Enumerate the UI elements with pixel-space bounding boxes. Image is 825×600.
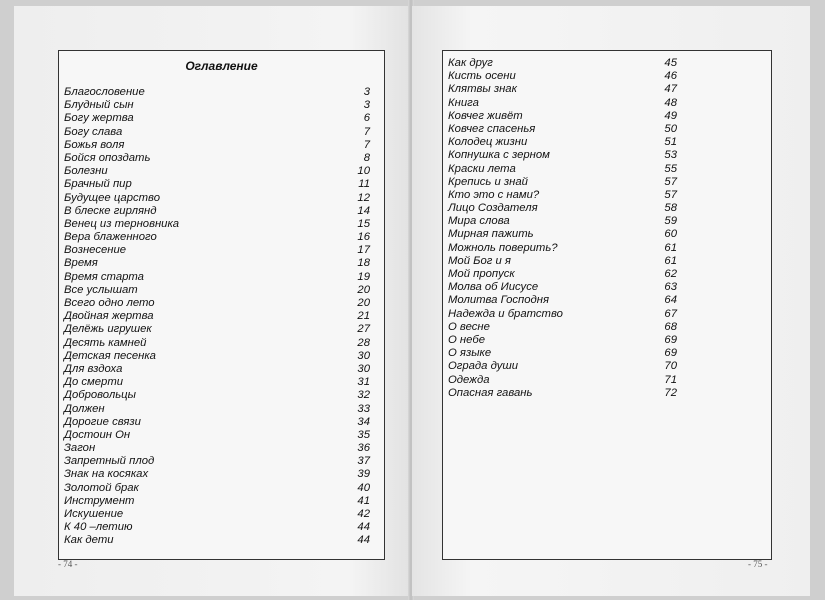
toc-entry-page: 20 xyxy=(357,283,370,296)
toc-entry xyxy=(443,242,771,255)
toc-entry xyxy=(443,387,771,400)
toc-entry-title: Время старта xyxy=(64,270,144,283)
toc-entry xyxy=(59,376,384,389)
right-page xyxy=(412,6,810,596)
toc-entry-title: Детская песенка xyxy=(64,349,156,362)
toc-entry xyxy=(443,70,771,83)
toc-entry xyxy=(443,215,771,228)
toc-entry-page: 37 xyxy=(357,455,370,468)
toc-entry-title: Брачный пир xyxy=(64,178,132,191)
toc-entry-page: 21 xyxy=(357,310,370,323)
toc-entry xyxy=(443,347,771,360)
toc-entry-title: Будущее царство xyxy=(64,191,160,204)
left-page xyxy=(14,6,410,596)
toc-entry-page: 17 xyxy=(357,244,370,257)
toc-entry xyxy=(59,403,384,416)
toc-entry xyxy=(443,202,771,215)
toc-entry-title: О небе xyxy=(448,333,486,346)
toc-entry-page: 31 xyxy=(357,376,370,389)
toc-entry-title: Мой пропуск xyxy=(448,268,515,280)
toc-entry xyxy=(443,294,771,307)
left-toc-frame xyxy=(58,50,385,560)
toc-entry xyxy=(59,126,384,139)
toc-entry-page: 42 xyxy=(357,508,370,520)
toc-entry xyxy=(443,281,771,294)
toc-entry-title: Венец из терновника xyxy=(64,217,180,230)
toc-entry xyxy=(59,534,384,547)
toc-entry-page: 33 xyxy=(357,402,370,415)
toc-entry-title: Ограда души xyxy=(448,360,519,373)
toc-entry-page: 58 xyxy=(664,202,677,215)
toc-entry xyxy=(59,455,384,468)
toc-entry xyxy=(59,323,384,336)
toc-title: Оглавление xyxy=(185,59,258,73)
toc-entry xyxy=(443,110,771,123)
toc-entry-title: Все услышат xyxy=(64,283,138,296)
toc-entry xyxy=(59,86,384,99)
toc-entry-title: Молитва Господня xyxy=(448,294,550,307)
toc-entry-page: 59 xyxy=(664,215,677,228)
toc-entry-title: Дорогие связи xyxy=(64,415,141,428)
toc-entry-title: Знак на косяках xyxy=(64,468,149,481)
toc-entry xyxy=(59,482,384,495)
toc-entry xyxy=(59,218,384,231)
right-toc-frame xyxy=(442,50,772,560)
toc-entry-title: Должен xyxy=(64,402,105,415)
toc-entry-title: Загон xyxy=(64,442,96,455)
toc-entry-title: Как дети xyxy=(64,534,114,547)
toc-entry xyxy=(443,57,771,70)
toc-entry-title: Десять камней xyxy=(64,336,147,349)
toc-entry-page: 3 xyxy=(363,86,370,98)
toc-entry xyxy=(59,152,384,165)
toc-entry-page: 60 xyxy=(664,228,677,241)
toc-entry-page: 64 xyxy=(664,294,677,307)
toc-entry-page: 27 xyxy=(357,323,370,336)
toc-entry xyxy=(59,429,384,442)
toc-entry-title: Ковчег живёт xyxy=(448,109,523,122)
toc-entry xyxy=(59,205,384,218)
toc-entry-page: 49 xyxy=(664,109,677,122)
toc-entry-title: До смерти xyxy=(64,376,124,389)
left-toc-list xyxy=(59,86,384,548)
toc-entry-page: 57 xyxy=(664,175,677,188)
toc-entry-page: 68 xyxy=(664,320,677,333)
toc-entry xyxy=(59,271,384,284)
toc-entry-title: Как друг xyxy=(448,57,493,69)
toc-entry xyxy=(443,149,771,162)
toc-entry-title: О языке xyxy=(448,347,492,360)
toc-entry xyxy=(59,495,384,508)
toc-entry-page: 61 xyxy=(664,254,677,267)
toc-entry-page: 44 xyxy=(357,521,370,534)
toc-entry-page: 47 xyxy=(664,83,677,96)
toc-entry xyxy=(443,334,771,347)
toc-entry-page: 34 xyxy=(357,415,370,428)
toc-entry-title: Добровольцы xyxy=(64,389,136,402)
toc-entry-page: 41 xyxy=(357,494,370,507)
toc-entry-page: 40 xyxy=(357,481,370,494)
toc-entry-title: Краски лета xyxy=(448,162,516,175)
toc-entry xyxy=(59,99,384,112)
toc-entry xyxy=(59,350,384,363)
toc-entry xyxy=(59,257,384,270)
toc-entry-page: 18 xyxy=(357,257,370,270)
toc-entry xyxy=(443,123,771,136)
toc-entry xyxy=(59,389,384,402)
toc-entry xyxy=(59,297,384,310)
toc-entry-title: Ковчег спасенья xyxy=(448,122,536,135)
toc-entry xyxy=(59,337,384,350)
toc-entry-title: Время xyxy=(64,257,98,270)
toc-entry-title: Кисть осени xyxy=(448,70,516,83)
toc-entry-title: Для вздоха xyxy=(64,362,123,375)
toc-entry-title: Мой Бог и я xyxy=(448,254,511,267)
toc-entry-title: Мира слова xyxy=(448,215,510,228)
toc-entry xyxy=(443,189,771,202)
toc-entry-title: Крепись и знай xyxy=(448,175,528,188)
toc-entry xyxy=(443,321,771,334)
toc-entry xyxy=(59,310,384,323)
toc-entry xyxy=(443,97,771,110)
toc-entry xyxy=(59,508,384,521)
toc-entry-page: 71 xyxy=(664,373,677,386)
toc-entry xyxy=(59,178,384,191)
toc-entry-title: Благословение xyxy=(64,86,145,98)
right-toc-list xyxy=(443,57,771,400)
toc-entry-title: Богу слава xyxy=(64,125,123,138)
toc-entry-page: 8 xyxy=(363,151,370,164)
toc-entry-title: Золотой брак xyxy=(64,481,139,494)
toc-entry-page: 69 xyxy=(664,333,677,346)
toc-entry-title: Кто это с нами? xyxy=(448,188,540,201)
toc-entry-title: Колодец жизни xyxy=(448,136,528,149)
toc-entry-title: Двойная жертва xyxy=(64,310,154,323)
toc-entry xyxy=(59,112,384,125)
toc-entry-page: 51 xyxy=(664,136,677,149)
toc-entry-page: 12 xyxy=(357,191,370,204)
toc-entry-title: Инструмент xyxy=(64,494,135,507)
toc-entry-title: Можноль поверить? xyxy=(448,241,558,254)
toc-entry xyxy=(59,192,384,205)
toc-entry-page: 48 xyxy=(664,96,677,109)
toc-entry xyxy=(59,165,384,178)
toc-entry-title: Божья воля xyxy=(64,138,125,151)
toc-entry-title: Копнушка с зерном xyxy=(448,149,550,162)
toc-entry-page: 67 xyxy=(664,307,677,320)
toc-entry xyxy=(443,268,771,281)
toc-entry-title: Клятвы знак xyxy=(448,83,517,96)
toc-entry xyxy=(59,244,384,257)
toc-entry-title: Книга xyxy=(448,96,479,109)
toc-entry-page: 61 xyxy=(664,241,677,254)
toc-entry xyxy=(443,163,771,176)
toc-entry-page: 32 xyxy=(357,389,370,402)
toc-entry-page: 7 xyxy=(363,138,370,151)
toc-entry xyxy=(59,521,384,534)
toc-entry-title: В блеске гирлянд xyxy=(64,204,157,217)
toc-entry-title: О весне xyxy=(448,320,490,333)
toc-entry-page: 19 xyxy=(357,270,370,283)
toc-entry-page: 39 xyxy=(357,468,370,481)
toc-entry xyxy=(59,139,384,152)
toc-entry-title: Блудный сын xyxy=(64,99,134,112)
toc-entry-title: Лицо Создателя xyxy=(448,202,538,215)
toc-entry-page: 20 xyxy=(357,297,370,309)
toc-entry-page: 3 xyxy=(363,99,370,112)
toc-entry-title: К 40 –летию xyxy=(64,521,133,534)
toc-entry-page: 62 xyxy=(664,268,677,280)
toc-entry-page: 16 xyxy=(357,231,370,244)
toc-entry-page: 6 xyxy=(363,112,370,125)
toc-entry xyxy=(443,83,771,96)
toc-entry xyxy=(59,468,384,481)
toc-entry xyxy=(443,374,771,387)
toc-entry-page: 45 xyxy=(664,57,677,69)
toc-entry-page: 57 xyxy=(664,188,677,201)
toc-entry-page: 30 xyxy=(357,349,370,362)
toc-entry-page: 15 xyxy=(357,217,370,230)
toc-entry-page: 11 xyxy=(358,178,370,191)
toc-entry xyxy=(59,442,384,455)
toc-entry-page: 7 xyxy=(363,125,370,138)
toc-entry xyxy=(443,308,771,321)
toc-entry-title: Надежда и братство xyxy=(448,307,563,320)
toc-entry-page: 14 xyxy=(357,204,370,217)
toc-entry-page: 30 xyxy=(357,362,370,375)
toc-entry-page: 44 xyxy=(357,534,370,547)
toc-entry-title: Богу жертва xyxy=(64,112,134,125)
toc-entry-title: Делёжь игрушек xyxy=(64,323,152,336)
toc-entry-title: Мирная пажить xyxy=(448,228,534,241)
toc-entry xyxy=(443,360,771,373)
toc-entry-page: 70 xyxy=(664,360,677,373)
left-page-number: - 74 - xyxy=(58,559,78,569)
toc-entry-page: 63 xyxy=(664,281,677,294)
toc-entry xyxy=(443,176,771,189)
right-page-number: - 75 - xyxy=(748,559,768,569)
toc-entry-title: Одежда xyxy=(448,373,490,386)
toc-entry-title: Достоин Он xyxy=(64,428,131,441)
toc-entry-title: Опасная гавань xyxy=(448,386,533,399)
toc-entry xyxy=(59,231,384,244)
toc-entry-page: 28 xyxy=(357,336,370,349)
toc-entry-title: Искушение xyxy=(64,508,124,520)
toc-entry-page: 10 xyxy=(357,165,370,178)
toc-entry-page: 53 xyxy=(664,149,677,162)
toc-entry-title: Вера блаженного xyxy=(64,231,157,244)
toc-entry xyxy=(443,136,771,149)
toc-entry-page: 36 xyxy=(357,442,370,455)
toc-entry-page: 72 xyxy=(664,386,677,399)
toc-entry-page: 69 xyxy=(664,347,677,360)
toc-entry xyxy=(443,228,771,241)
toc-entry-title: Молва об Иисусе xyxy=(448,281,539,294)
toc-entry-page: 46 xyxy=(664,70,677,83)
toc-entry xyxy=(59,284,384,297)
toc-entry-title: Болезни xyxy=(64,165,108,178)
toc-entry xyxy=(443,255,771,268)
toc-entry-title: Всего одно лето xyxy=(64,297,155,309)
toc-entry-page: 55 xyxy=(664,162,677,175)
toc-entry-page: 35 xyxy=(357,428,370,441)
toc-entry-title: Вознесение xyxy=(64,244,127,257)
toc-entry-title: Бойся опоздать xyxy=(64,151,151,164)
toc-entry-page: 50 xyxy=(664,122,677,135)
toc-entry-title: Запретный плод xyxy=(64,455,155,468)
toc-entry xyxy=(59,416,384,429)
toc-entry xyxy=(59,363,384,376)
